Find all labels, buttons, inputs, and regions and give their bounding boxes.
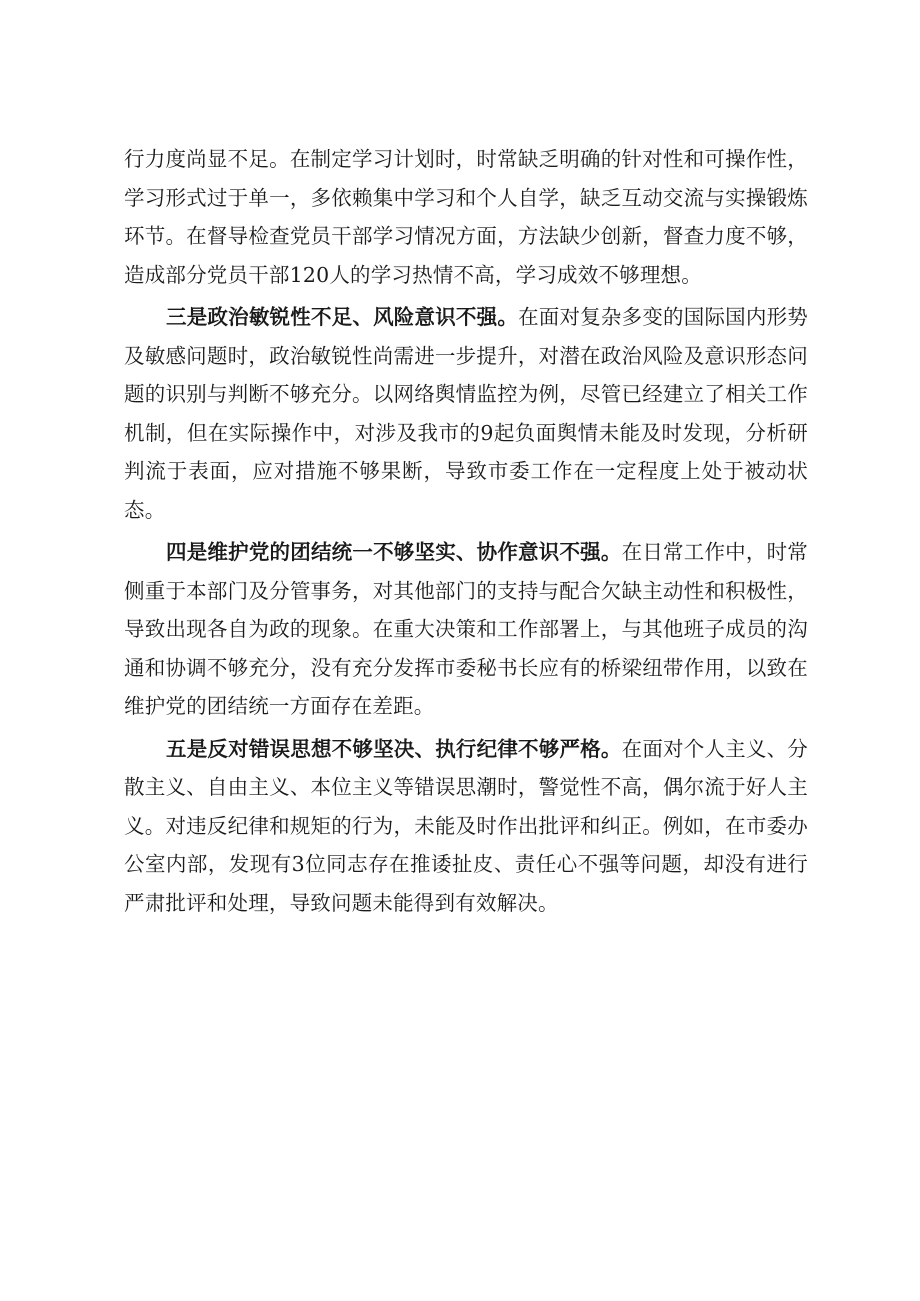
paragraph-text: 行力度尚显不足。在制定学习计划时，时常缺乏明确的针对性和可操作性，学习形式过于单一，多依赖集中学习和个人自学，缺乏互动交流与实操锻炼环节。在督导检查党员干部学习情况方面，方法缺少创新，督查力度不够，造成部分党员干部120人的学习热情不高，学习成效不够理想。 (124, 147, 808, 287)
paragraph-political-sensitivity (124, 298, 808, 529)
paragraph-text: 在面对个人主义、分散主义、自由主义、本位主义等错误思潮时，警觉性不高，偶尔流于好人主义。对违反纪律和规矩的行为，未能及时作出批评和纠正。例如，在市委办公室内部，发现有3位同志存在推诿扯皮、责任心不强等问题，却没有进行严肃批评和处理，导致问题未能得到有效解决。 (124, 736, 808, 915)
document-body (124, 140, 808, 922)
paragraph-lead: 三是政治敏锐性不足、风险意识不强。 (166, 305, 519, 329)
paragraph-party-unity (124, 533, 808, 726)
paragraph-lead: 四是维护党的团结统一不够坚实、协作意识不强。 (166, 540, 622, 564)
paragraph-text: 在日常工作中，时常侧重于本部门及分管事务，对其他部门的支持与配合欠缺主动性和积极性，导致出现各自为政的现象。在重大决策和工作部署上，与其他班子成员的沟通和协调不够充分，没有充分发挥市委秘书长应有的桥梁纽带作用，以致在维护党的团结统一方面存在差距。 (124, 540, 808, 718)
paragraph-continuation (124, 140, 808, 294)
paragraph-lead: 五是反对错误思想不够坚决、执行纪律不够严格。 (166, 736, 622, 761)
paragraph-text: 在面对复杂多变的国际国内形势及敏感问题时，政治敏锐性尚需进一步提升，对潜在政治风险及意识形态问题的识别与判断不够充分。以网络舆情监控为例，尽管已经建立了相关工作机制，但在实际操作中，对涉及我市的9起负面舆情未能及时发现，分析研判流于表面，应对措施不够果断，导致市委工作在一定程度上处于被动状态。 (124, 305, 808, 522)
paragraph-discipline (124, 730, 808, 923)
